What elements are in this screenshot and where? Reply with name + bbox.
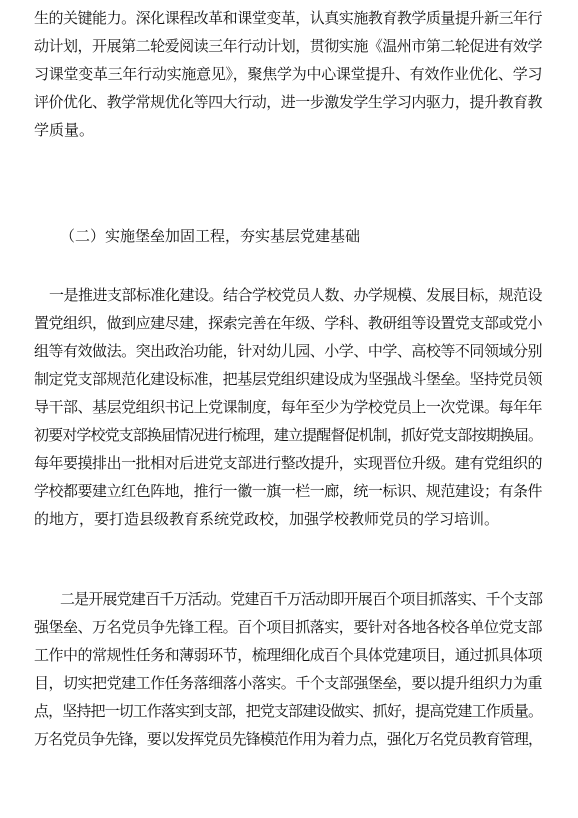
text-line: 导干部、基层党组织书记上党课制度，每年至少为学校党员上一次党课。每年年	[34, 398, 542, 416]
text-line: 习课堂变革三年行动实施意见》，聚焦学为中心课堂提升、有效作业优化、学习	[34, 65, 542, 83]
text-line: 评价优化、教学常规优化等四大行动，进一步激发学生学习内驱力，提升教育教	[34, 93, 542, 111]
text-line: 点，坚持把一切工作落实到支部，把党支部建设做实、抓好，提高党建工作质量。	[34, 702, 542, 720]
text-line: 置党组织，做到应建尽建，探索完善在年级、学科、教研组等设置党支部或党小	[34, 314, 542, 332]
text-line: 制定党支部规范化建设标准，把基层党组织建设成为坚强战斗堡垒。坚持党员领	[34, 370, 542, 388]
text-line: 一是推进支部标准化建设。结合学校党员人数、办学规模、发展目标，规范设	[49, 286, 543, 304]
text-line: 目，切实把党建工作任务落细落小落实。千个支部强堡垒，要以提升组织力为重	[34, 674, 542, 692]
text-line: 生的关键能力。深化课程改革和课堂变革，认真实施教育教学质量提升新三年行	[34, 9, 542, 27]
paragraph-branch-standardization	[34, 281, 542, 533]
section-heading-text: （二）实施堡垒加固工程，夯实基层党建基础	[60, 227, 361, 245]
text-line: 每年要摸排出一批相对后进党支部进行整改提升，实现晋位升级。建有党组织的	[34, 454, 542, 472]
text-line: 初要对学校党支部换届情况进行梳理，建立提醒督促机制，抓好党支部按期换届。	[34, 426, 542, 444]
text-line: 学质量。	[34, 121, 95, 139]
paragraph-party-building-activity	[34, 585, 542, 753]
text-line: 学校都要建立红色阵地，推行一徽一旗一栏一廊，统一标识、规范建设；有条件	[34, 482, 542, 500]
text-line: 万名党员争先锋，要以发挥党员先锋模范作用为着力点，强化万名党员教育管理，	[34, 730, 542, 748]
text-line: 的地方，要打造县级教育系统党政校，加强学校教师党员的学习培训。	[34, 510, 500, 528]
text-line: 工作中的常规性任务和薄弱环节，梳理细化成百个具体党建项目，通过抓具体项	[34, 646, 542, 664]
text-line: 强堡垒、万名党员争先锋工程。百个项目抓落实，要针对各地各校各单位党支部	[34, 618, 542, 636]
section-heading	[60, 222, 540, 250]
paragraph-teaching-quality	[34, 4, 542, 144]
text-line: 二是开展党建百千万活动。党建百千万活动即开展百个项目抓落实、千个支部	[60, 590, 542, 608]
text-line: 组等有效做法。突出政治功能，针对幼儿园、小学、中学、高校等不同领域分别	[34, 342, 542, 360]
text-line: 动计划，开展第二轮爱阅读三年行动计划，贯彻实施《温州市第二轮促进有效学	[34, 37, 542, 55]
